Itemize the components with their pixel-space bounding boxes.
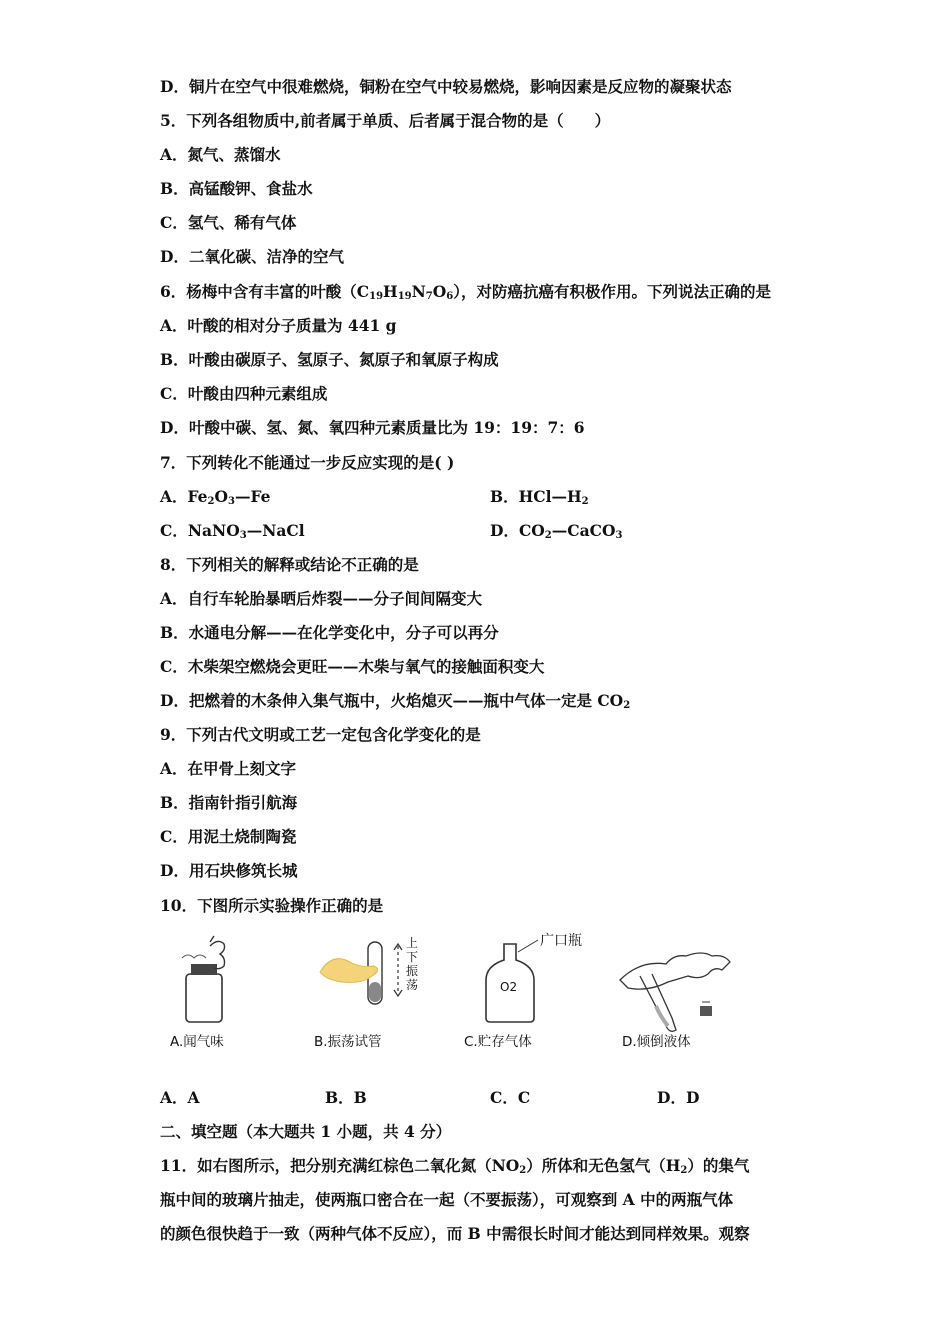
q8-option-c: C．木柴架空燃烧会更旺——木柴与氧气的接触面积变大 bbox=[160, 657, 545, 676]
figure-store-gas bbox=[460, 932, 610, 1062]
q9-stem: 9．下列古代文明或工艺一定包含化学变化的是 bbox=[160, 725, 481, 744]
q9-option-c: C．用泥土烧制陶瓷 bbox=[160, 827, 297, 846]
q5-option-b: B．高锰酸钾、食盐水 bbox=[160, 179, 313, 198]
q6-option-c: C．叶酸由四种元素组成 bbox=[160, 384, 328, 403]
figure-d-caption: D.倾倒液体 bbox=[622, 1034, 691, 1050]
q11-line-2: 瓶中间的玻璃片抽走，使两瓶口密合在一起（不要振荡），可观察到 A 中的两瓶气体 bbox=[160, 1190, 734, 1209]
q4-option-d: D．铜片在空气中很难燃烧，铜粉在空气中较易燃烧，影响因素是反应物的凝聚状态 bbox=[160, 77, 732, 96]
q8-option-a: A．自行车轮胎暴晒后炸裂——分子间间隔变大 bbox=[160, 589, 483, 608]
q10-option-d: D．D bbox=[657, 1088, 700, 1107]
figure-shake bbox=[310, 932, 460, 1062]
figure-a-caption: A.闻气味 bbox=[170, 1034, 224, 1050]
q5-stem: 5．下列各组物质中,前者属于单质、后者属于混合物的是（ ） bbox=[160, 111, 611, 130]
q5-option-c: C．氢气、稀有气体 bbox=[160, 213, 297, 232]
q6-option-b: B．叶酸由碳原子、氢原子、氮原子和氧原子构成 bbox=[160, 350, 499, 369]
q8-stem: 8．下列相关的解释或结论不正确的是 bbox=[160, 555, 419, 574]
q10-stem: 10．下图所示实验操作正确的是 bbox=[160, 896, 384, 915]
figure-pour-liquid bbox=[610, 932, 760, 1062]
q6-stem: 6．杨梅中含有丰富的叶酸$(C_{19}H_{19}N_7O_6)$，对防癌抗癌有积极作用。下列说法正确的是 bbox=[160, 282, 772, 302]
q10-figures bbox=[160, 932, 760, 1062]
q9-option-a: A．在甲骨上刻文字 bbox=[160, 759, 297, 778]
figure-c-note: 广口瓶 bbox=[540, 933, 582, 949]
q8-option-d: D．把燃着的木条伸入集气瓶中，火焰熄灭——瓶中气体一定是 $CO_2$ bbox=[160, 691, 631, 711]
q5-option-d: D．二氧化碳、洁净的空气 bbox=[160, 247, 344, 266]
figure-b-note: 上下振荡 bbox=[406, 936, 419, 992]
q9-option-d: D．用石块修筑长城 bbox=[160, 861, 298, 880]
figure-c-gas-label: O2 bbox=[500, 980, 518, 994]
q7-option-a: A．$Fe_2O_3—Fe$ bbox=[160, 487, 271, 507]
q7-option-c: C．NaNO$_3$—NaCl bbox=[160, 521, 305, 541]
section-2-heading: 二、填空题（本大题共 1 小题，共 4 分） bbox=[160, 1122, 452, 1141]
q11-line-3: 的颜色很快趋于一致（两种气体不反应），而 B 中需很长时间才能达到同样效果。观察 bbox=[160, 1224, 750, 1243]
figure-b-caption: B.振荡试管 bbox=[314, 1034, 382, 1050]
q8-option-b: B．水通电分解——在化学变化中，分子可以再分 bbox=[160, 623, 499, 642]
q7-option-d: D．$CO_2—CaCO_3$ bbox=[490, 521, 623, 541]
q6-option-a: A．叶酸的相对分子质量为 441 g bbox=[160, 316, 397, 335]
q7-stem: 7．下列转化不能通过一步反应实现的是( ) bbox=[160, 453, 455, 472]
q7-option-b: B．$HCl—H_2$ bbox=[490, 487, 589, 507]
figure-smell bbox=[160, 932, 310, 1062]
q5-option-a: A．氮气、蒸馏水 bbox=[160, 145, 281, 164]
q6-option-d: D．叶酸中碳、氢、氮、氧四种元素质量比为 19：19：7：6 bbox=[160, 418, 585, 437]
q9-option-b: B．指南针指引航海 bbox=[160, 793, 298, 812]
q10-option-a: A．A bbox=[160, 1088, 200, 1107]
figure-c-caption: C.贮存气体 bbox=[464, 1034, 532, 1050]
q10-option-b: B．B bbox=[325, 1088, 367, 1107]
q11-line-1: 11．如右图所示，把分别充满红棕色二氧化氮$(NO_2)$所体和无色氢气$(H_2)$的集气 bbox=[160, 1156, 750, 1176]
q10-option-c: C．C bbox=[490, 1088, 531, 1107]
